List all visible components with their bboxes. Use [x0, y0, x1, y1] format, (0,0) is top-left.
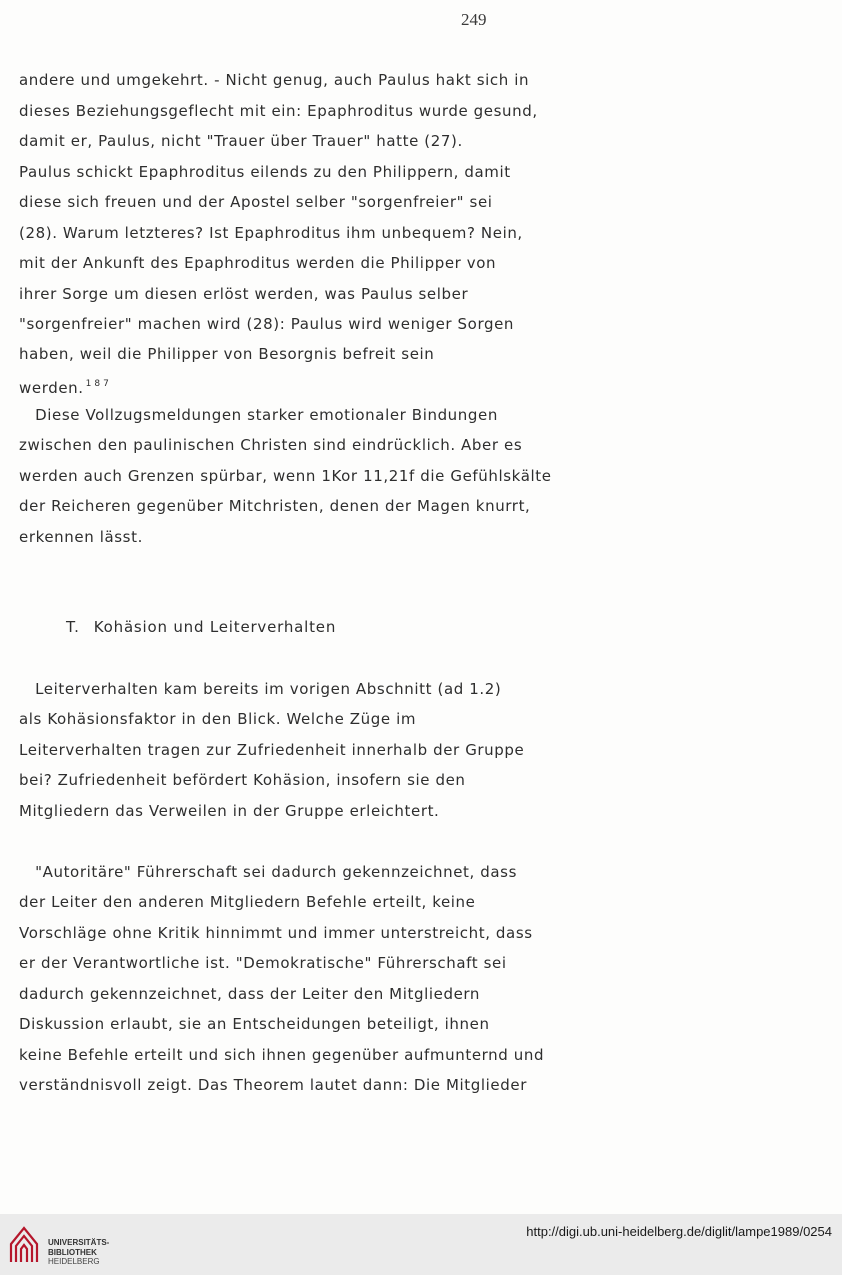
- library-name: [48, 1238, 109, 1267]
- text-line: der Reicheren gegenüber Mitchristen, denen der Magen knurrt,: [19, 497, 531, 515]
- page-number: 249: [461, 10, 487, 29]
- text-line: Mitgliedern das Verweilen in der Gruppe erleichtert.: [19, 802, 440, 820]
- text-line: der Leiter den anderen Mitgliedern Befehle erteilt, keine: [19, 893, 476, 911]
- text-line: bei? Zufriedenheit befördert Kohäsion, insofern sie den: [19, 771, 466, 789]
- text-line: ihrer Sorge um diesen erlöst werden, was Paulus selber: [19, 285, 469, 303]
- text-line: zwischen den paulinischen Christen sind eindrücklich. Aber es: [19, 436, 523, 454]
- text-line: mit der Ankunft des Epaphroditus werden die Philipper von: [19, 254, 497, 272]
- section-title: Kohäsion und Leiterverhalten: [93, 618, 337, 636]
- text-line: werden.: [19, 379, 84, 397]
- footer-bar: [0, 1214, 842, 1275]
- text-line: er der Verantwortliche ist. "Demokratische" Führerschaft sei: [19, 954, 507, 972]
- text-line: verständnisvoll zeigt. Das Theorem lautet dann: Die Mitglieder: [19, 1076, 527, 1094]
- text-line: dieses Beziehungsgeflecht mit ein: Epaphroditus wurde gesund,: [19, 102, 538, 120]
- text-line: als Kohäsionsfaktor in den Blick. Welche Züge im: [19, 710, 417, 728]
- text-line: damit er, Paulus, nicht "Trauer über Trauer" hatte (27).: [19, 132, 463, 150]
- footnote-reference: 187: [85, 379, 112, 389]
- text-line: erkennen lässt.: [19, 528, 143, 546]
- text-line: Leiterverhalten kam bereits im vorigen Abschnitt (ad 1.2): [19, 680, 502, 698]
- text-line: Leiterverhalten tragen zur Zufriedenheit innerhalb der Gruppe: [19, 741, 525, 759]
- text-line: Vorschläge ohne Kritik hinnimmt und immer unterstreicht, dass: [19, 924, 533, 942]
- source-url-link[interactable]: http://digi.ub.uni-heidelberg.de/diglit/lampe1989/0254: [526, 1224, 832, 1239]
- section-heading: [66, 617, 336, 637]
- text-line: diese sich freuen und der Apostel selber "sorgenfreier" sei: [19, 193, 493, 211]
- text-line: Diese Vollzugsmeldungen starker emotionaler Bindungen: [19, 406, 498, 424]
- text-line: keine Befehle erteilt und sich ihnen gegenüber aufmunternd und: [19, 1046, 545, 1064]
- text-line: (28). Warum letzteres? Ist Epaphroditus ihm unbequem? Nein,: [19, 224, 523, 242]
- text-line: "sorgenfreier" machen wird (28): Paulus wird weniger Sorgen: [19, 315, 515, 333]
- logo-line: UNIVERSITÄTS-: [48, 1238, 110, 1247]
- library-emblem-icon: [8, 1222, 40, 1266]
- text-line: andere und umgekehrt. - Nicht genug, auch Paulus hakt sich in: [19, 71, 530, 89]
- logo-line: HEIDELBERG: [48, 1257, 100, 1266]
- text-line: Diskussion erlaubt, sie an Entscheidungen beteiligt, ihnen: [19, 1015, 490, 1033]
- section-number: T.: [66, 618, 80, 636]
- text-line: "Autoritäre" Führerschaft sei dadurch gekennzeichnet, dass: [19, 863, 517, 881]
- text-line: werden auch Grenzen spürbar, wenn 1Kor 11,21f die Gefühlskälte: [19, 467, 552, 485]
- text-line: haben, weil die Philipper von Besorgnis befreit sein: [19, 345, 435, 363]
- logo-line: BIBLIOTHEK: [48, 1247, 97, 1257]
- library-logo[interactable]: [8, 1222, 118, 1268]
- text-line: Paulus schickt Epaphroditus eilends zu den Philippern, damit: [19, 163, 511, 181]
- text-line: dadurch gekennzeichnet, dass der Leiter den Mitgliedern: [19, 985, 481, 1003]
- text-line-with-footnote: [19, 374, 112, 398]
